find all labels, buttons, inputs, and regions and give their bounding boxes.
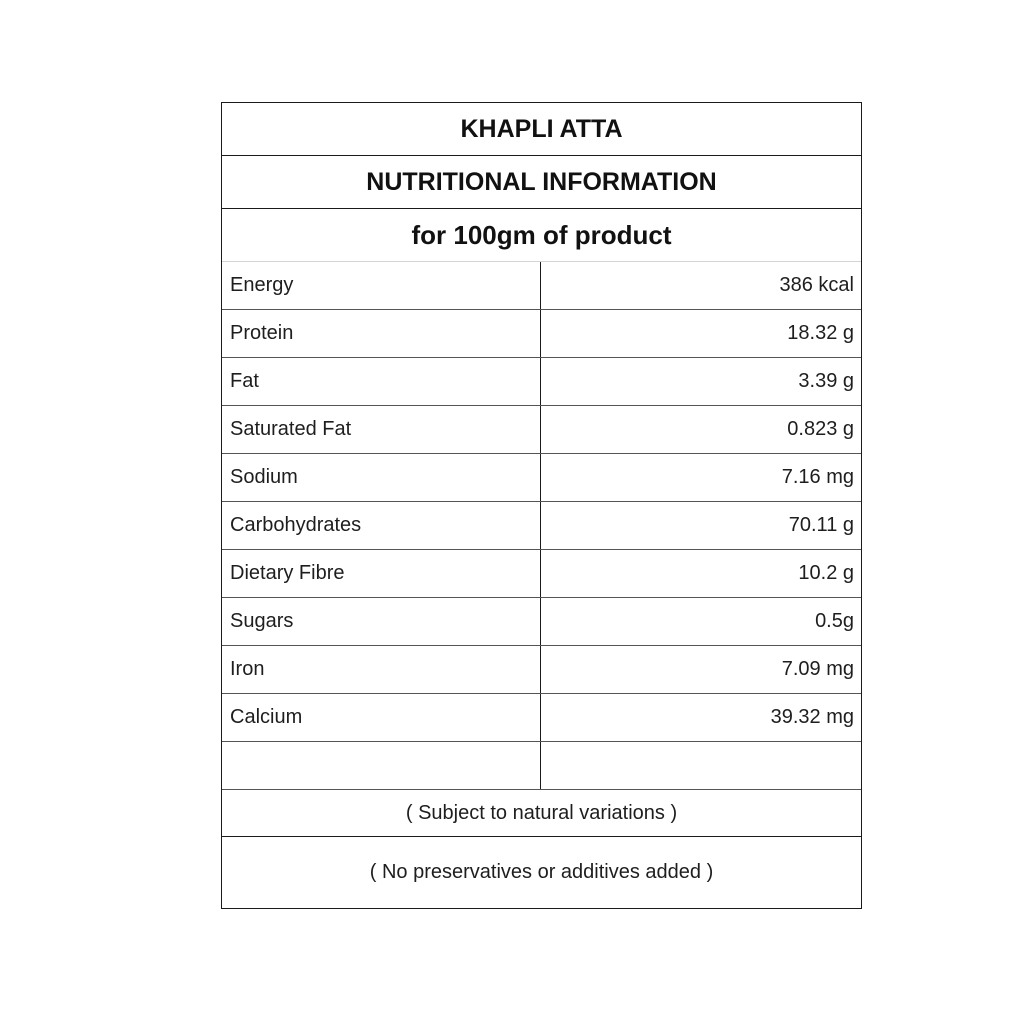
nutrient-name: Fat [222,358,541,405]
nutrient-name: Carbohydrates [222,502,541,549]
nutrient-name: Dietary Fibre [222,550,541,597]
nutrient-row-saturated-fat [222,406,861,454]
nutrient-row-protein [222,310,861,358]
nutrient-row-dietary-fibre [222,550,861,598]
nutrition-heading: NUTRITIONAL INFORMATION [222,156,861,209]
note-natural-variations: ( Subject to natural variations ) [222,790,861,837]
nutrient-value: 70.11 g [788,514,854,536]
nutrient-name: Sugars [222,598,541,645]
nutrient-row-sodium [222,454,861,502]
nutrient-row-calcium [222,694,861,742]
nutrient-name: Saturated Fat [222,406,541,453]
nutrient-name: Calcium [222,694,541,741]
nutrient-row-empty [222,742,861,790]
nutrient-value: 3.39 g [798,370,854,392]
nutrient-value: 0.823 g [787,418,854,440]
note-no-preservatives: ( No preservatives or additives added ) [369,861,714,883]
nutrient-value [541,742,861,789]
nutrient-value: 18.32 g [787,322,854,344]
nutrient-value: 39.32 mg [770,706,854,728]
nutrient-row-iron [222,646,861,694]
nutrient-name: Protein [222,310,541,357]
nutrient-name: Sodium [222,454,541,501]
nutrient-row-fat [222,358,861,406]
nutrient-value: 386 kcal [779,274,854,296]
nutrient-row-carbohydrates [222,502,861,550]
nutrient-value: 10.2 g [798,562,854,584]
serving-size: for 100gm of product [222,209,861,262]
nutrient-table [222,262,861,790]
product-name: KHAPLI ATTA [222,103,861,156]
nutrient-name: Energy [222,262,541,309]
nutrient-name: Iron [222,646,541,693]
nutrient-name [222,742,541,789]
nutrient-row-sugars [222,598,861,646]
nutrition-label [221,102,862,909]
nutrient-value: 7.16 mg [781,466,854,488]
nutrient-row-energy [222,262,861,310]
nutrient-value: 0.5g [815,610,854,632]
nutrient-value: 7.09 mg [781,658,854,680]
